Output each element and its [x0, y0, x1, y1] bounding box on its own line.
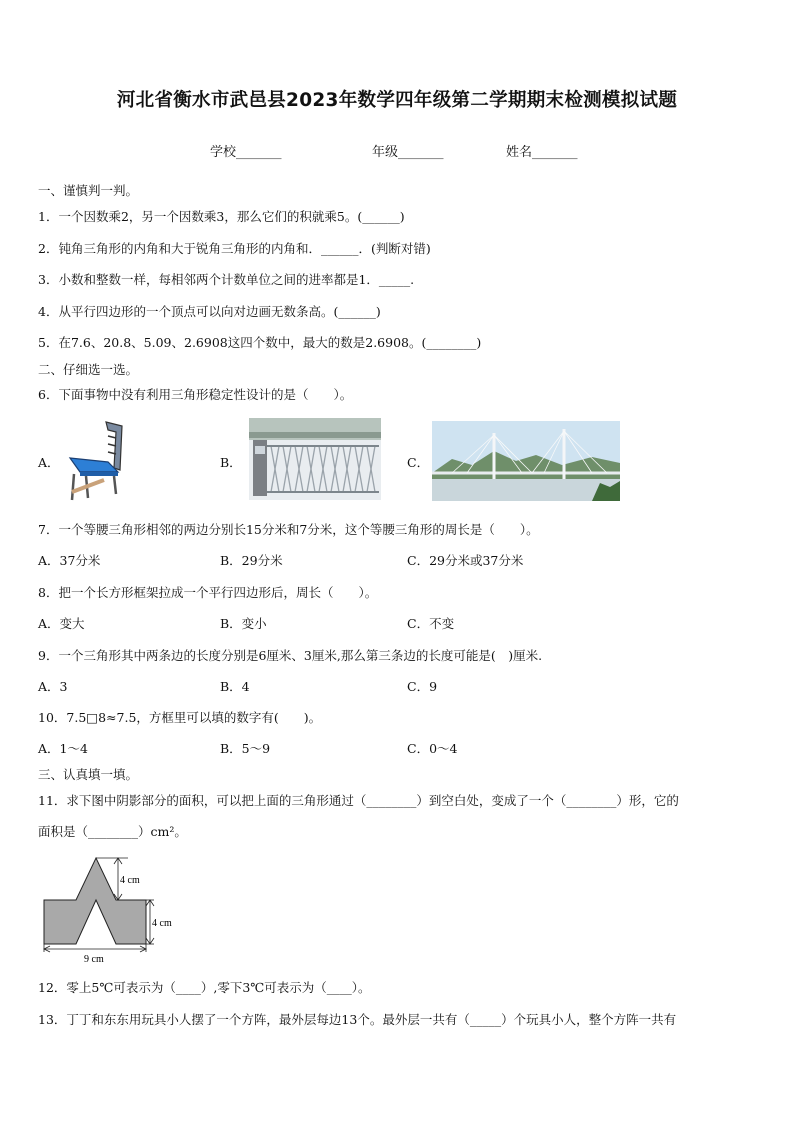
q10-option-c: C．0～4: [407, 741, 458, 756]
question-1: 1．一个因数乘2，另一个因数乘3，那么它们的积就乘5。(______): [38, 209, 405, 224]
retractable-gate-image: [249, 418, 381, 500]
label-bottom-width: 9 cm: [84, 954, 104, 964]
q8-option-b: B．变小: [220, 616, 267, 631]
q10-option-a: A．1～4: [38, 741, 88, 756]
question-11-line-1: 11．求下图中阴影部分的面积，可以把上面的三角形通过（________）到空白处，变成了一个（________）形，它的: [38, 793, 679, 808]
section-3-heading: 三、认真填一填。: [38, 767, 139, 782]
cable-bridge-image: [432, 421, 620, 501]
q9-option-b: B．4: [220, 679, 250, 694]
label-top-height: 4 cm: [120, 875, 140, 886]
section-1-heading: 一、谨慎判一判。: [38, 183, 139, 198]
school-field: 学校_______: [210, 145, 282, 160]
grade-field: 年级_______: [372, 145, 444, 160]
q8-option-c: C．不变: [407, 616, 455, 631]
question-4: 4．从平行四边形的一个顶点可以向对边画无数条高。(______): [38, 304, 381, 319]
q7-option-c: C．29分米或37分米: [407, 553, 524, 568]
question-12: 12．零上5℃可表示为（____）,零下3℃可表示为（____）。: [38, 980, 371, 995]
question-7: 7．一个等腰三角形相邻的两边分别长15分米和7分米，这个等腰三角形的周长是（ ）。: [38, 522, 539, 537]
question-6: 6．下面事物中没有利用三角形稳定性设计的是（ ）。: [38, 387, 353, 402]
q7-option-a: A．37分米: [38, 553, 101, 568]
question-8: 8．把一个长方形框架拉成一个平行四边形后，周长（ ）。: [38, 585, 378, 600]
chair-image: [64, 418, 128, 502]
question-10: 10．7.5□8≈7.5，方框里可以填的数字有( )。: [38, 710, 322, 725]
q9-option-c: C．9: [407, 679, 438, 694]
q6-option-c: C．: [407, 455, 430, 470]
name-field: 姓名_______: [506, 145, 578, 160]
section-2-heading: 二、仔细选一选。: [38, 362, 139, 377]
question-3: 3．小数和整数一样，每相邻两个计数单位之间的进率都是1．_____.: [38, 272, 415, 287]
question-2: 2．钝角三角形的内角和大于锐角三角形的内角和．______．(判断对错): [38, 241, 431, 256]
q10-option-b: B．5～9: [220, 741, 271, 756]
shaded-area-figure: [40, 852, 190, 964]
q6-option-a: A．: [38, 455, 60, 470]
q9-option-a: A．3: [38, 679, 68, 694]
q7-option-b: B．29分米: [220, 553, 283, 568]
q8-option-a: A．变大: [38, 616, 85, 631]
label-right-height: 4 cm: [152, 918, 172, 929]
question-9: 9．一个三角形其中两条边的长度分别是6厘米、3厘米,那么第三条边的长度可能是( )厘米.: [38, 648, 543, 663]
question-13: 13．丁丁和东东用玩具小人摆了一个方阵，最外层每边13个。最外层一共有（_____）个玩具小人，整个方阵一共有: [38, 1012, 677, 1027]
question-11-line-2: 面积是（________）cm²。: [38, 824, 187, 839]
question-5: 5．在7.6、20.8、5.09、2.6908这四个数中，最大的数是2.6908。(________): [38, 335, 482, 350]
q6-option-b: B．: [220, 455, 242, 470]
page-title: 河北省衡水市武邑县2023年数学四年级第二学期期末检测模拟试题: [116, 90, 678, 111]
